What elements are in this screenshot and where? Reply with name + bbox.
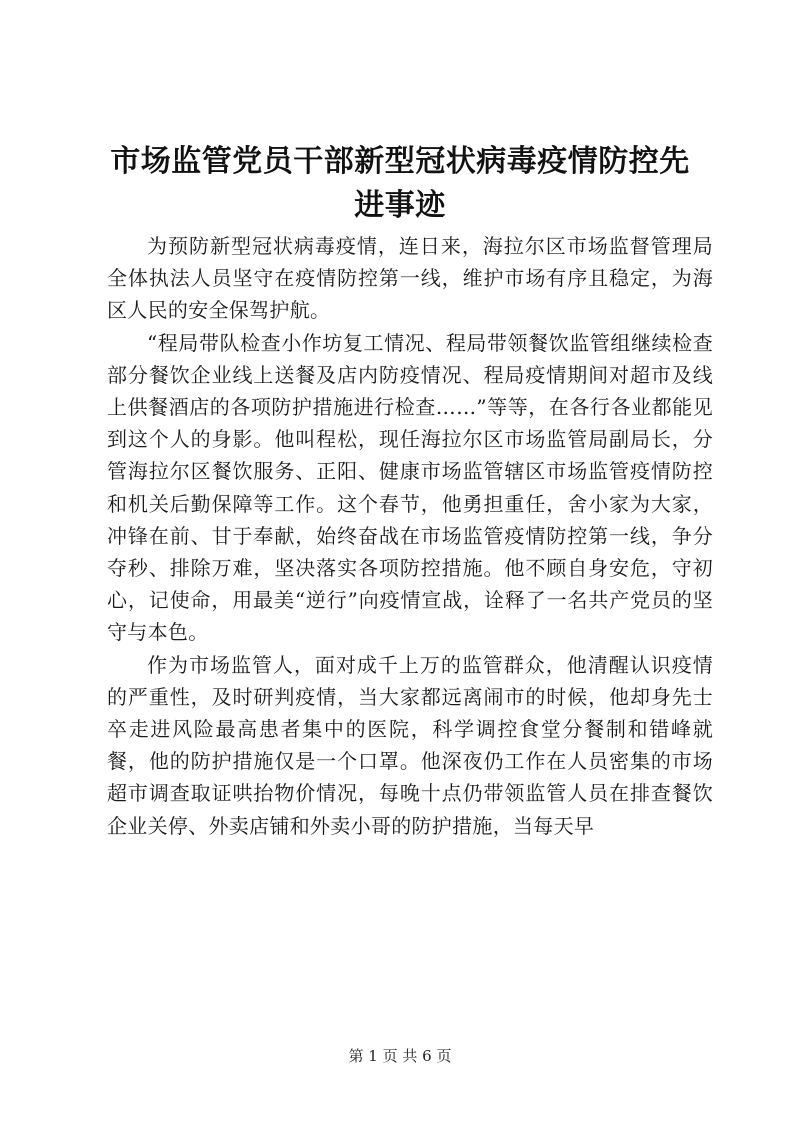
paragraph-3: 作为市场监管人，面对成千上万的监管群众，他清醒认识疫情的严重性，及时研判疫情，当大家都远离闹市的时候，他却身先士卒走进风险最高患者集中的医院，科学调控食堂分餐制和错峰就餐，他的防护措施仅是一个口罩。他深夜仍工作在人员密集的市场超市调查取证哄抬物价情况，每晚十点仍带领监管人员在排查餐饮企业关停、外卖店铺和外卖小哥的防护措施，当每天早 [107, 652, 713, 838]
document-title: 市场监管党员干部新型冠状病毒疫情防控先进事迹 [110, 144, 690, 223]
paragraph-2: “程局带队检查小作坊复工情况、程局带领餐饮监管组继续检查部分餐饮企业线上送餐及店内防疫情况、程局疫情期间对超市及线上供餐酒店的各项防护措施进行检查……”等等，在各行各业都能见到这个人的身影。他叫程松，现任海拉尔区市场监管局副局长，分管海拉尔区餐饮服务、正阳、健康市场监管辖区市场监管疫情防控和机关后勤保障等工作。这个春节，他勇担重任，舍小家为大家，冲锋在前、甘于奉献，始终奋战在市场监管疫情防控第一线，争分夺秒、排除万难，坚决落实各项防控措施。他不顾自身安危，守初心，记使命，用最美“逆行”向疫情宣战，诠释了一名共产党员的坚守与本色。 [107, 330, 713, 645]
page-number: 第 1 页 共 6 页 [348, 1047, 452, 1065]
document-body [107, 230, 713, 842]
page-footer [0, 1046, 800, 1066]
paragraph-1: 为预防新型冠状病毒疫情，连日来，海拉尔区市场监督管理局全体执法人员坚守在疫情防控第一线，维护市场有序且稳定，为海区人民的安全保驾护航。 [107, 234, 713, 323]
